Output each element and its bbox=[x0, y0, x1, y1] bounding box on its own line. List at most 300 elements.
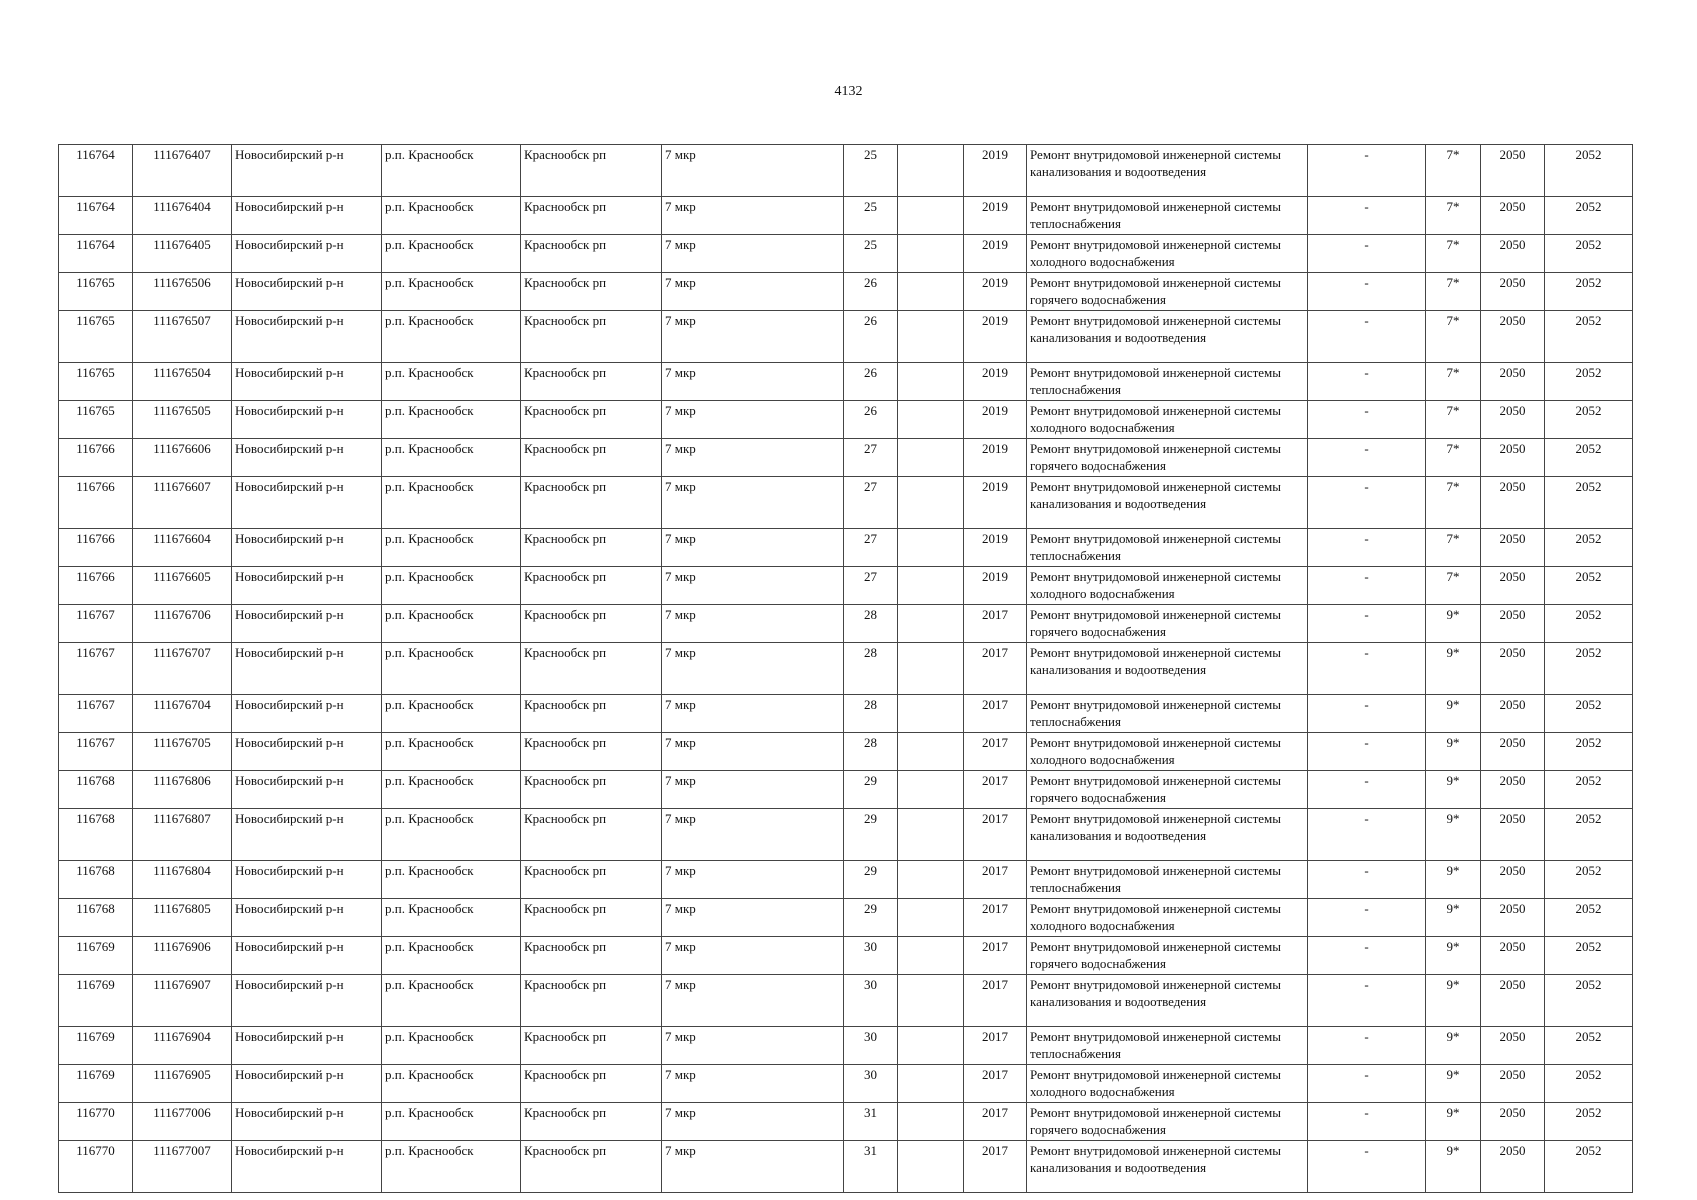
street-cell: 7 мкр bbox=[662, 145, 844, 197]
building-cell bbox=[898, 567, 964, 605]
house-number-cell: 26 bbox=[844, 273, 898, 311]
house-id-cell: 116768 bbox=[59, 899, 133, 937]
street-cell: 7 мкр bbox=[662, 695, 844, 733]
year-cell: 2017 bbox=[964, 695, 1027, 733]
plan-start-cell: 2050 bbox=[1481, 1065, 1545, 1103]
street-cell: 7 мкр bbox=[662, 1065, 844, 1103]
plan-start-cell: 2050 bbox=[1481, 1027, 1545, 1065]
house-id-cell: 116768 bbox=[59, 861, 133, 899]
settlement-cell: р.п. Краснообск bbox=[382, 235, 521, 273]
floors-cell: 7* bbox=[1426, 567, 1481, 605]
work-type-cell: Ремонт внутридомовой инженерной системы теплоснабжения bbox=[1027, 861, 1308, 899]
plan-start-cell: 2050 bbox=[1481, 809, 1545, 861]
dash-cell: - bbox=[1308, 1065, 1426, 1103]
district-cell: Новосибирский р-н bbox=[232, 439, 382, 477]
plan-end-cell: 2052 bbox=[1545, 643, 1633, 695]
dash-cell: - bbox=[1308, 439, 1426, 477]
plan-start-cell: 2050 bbox=[1481, 861, 1545, 899]
plan-start-cell: 2050 bbox=[1481, 1141, 1545, 1193]
table-row bbox=[59, 771, 1633, 809]
dash-cell: - bbox=[1308, 477, 1426, 529]
building-cell bbox=[898, 401, 964, 439]
dash-cell: - bbox=[1308, 273, 1426, 311]
work-type-cell: Ремонт внутридомовой инженерной системы канализования и водоотведения bbox=[1027, 1141, 1308, 1193]
district-cell: Новосибирский р-н bbox=[232, 401, 382, 439]
street-cell: 7 мкр bbox=[662, 771, 844, 809]
year-cell: 2017 bbox=[964, 605, 1027, 643]
floors-cell: 9* bbox=[1426, 861, 1481, 899]
year-cell: 2019 bbox=[964, 477, 1027, 529]
plan-end-cell: 2052 bbox=[1545, 861, 1633, 899]
house-number-cell: 28 bbox=[844, 605, 898, 643]
plan-start-cell: 2050 bbox=[1481, 363, 1545, 401]
district-cell: Новосибирский р-н bbox=[232, 695, 382, 733]
plan-end-cell: 2052 bbox=[1545, 975, 1633, 1027]
street-cell: 7 мкр bbox=[662, 439, 844, 477]
district-cell: Новосибирский р-н bbox=[232, 605, 382, 643]
street-cell: 7 мкр bbox=[662, 567, 844, 605]
dash-cell: - bbox=[1308, 197, 1426, 235]
house-number-cell: 29 bbox=[844, 861, 898, 899]
floors-cell: 9* bbox=[1426, 605, 1481, 643]
plan-start-cell: 2050 bbox=[1481, 439, 1545, 477]
year-cell: 2017 bbox=[964, 899, 1027, 937]
settlement-cell: р.п. Краснообск bbox=[382, 695, 521, 733]
work-type-cell: Ремонт внутридомовой инженерной системы канализования и водоотведения bbox=[1027, 809, 1308, 861]
house-number-cell: 25 bbox=[844, 145, 898, 197]
year-cell: 2019 bbox=[964, 235, 1027, 273]
dash-cell: - bbox=[1308, 529, 1426, 567]
plan-end-cell: 2052 bbox=[1545, 439, 1633, 477]
district-cell: Новосибирский р-н bbox=[232, 1065, 382, 1103]
locality-cell: Краснообск рп bbox=[521, 975, 662, 1027]
house-id-cell: 116769 bbox=[59, 1065, 133, 1103]
house-id-cell: 116767 bbox=[59, 643, 133, 695]
plan-end-cell: 2052 bbox=[1545, 1027, 1633, 1065]
district-cell: Новосибирский р-н bbox=[232, 733, 382, 771]
street-cell: 7 мкр bbox=[662, 809, 844, 861]
street-cell: 7 мкр bbox=[662, 733, 844, 771]
locality-cell: Краснообск рп bbox=[521, 197, 662, 235]
floors-cell: 7* bbox=[1426, 145, 1481, 197]
house-number-cell: 30 bbox=[844, 1027, 898, 1065]
locality-cell: Краснообск рп bbox=[521, 311, 662, 363]
district-cell: Новосибирский р-н bbox=[232, 145, 382, 197]
house-number-cell: 25 bbox=[844, 197, 898, 235]
street-cell: 7 мкр bbox=[662, 235, 844, 273]
locality-cell: Краснообск рп bbox=[521, 477, 662, 529]
building-cell bbox=[898, 899, 964, 937]
house-id-cell: 116767 bbox=[59, 733, 133, 771]
street-cell: 7 мкр bbox=[662, 477, 844, 529]
house-id-cell: 116764 bbox=[59, 235, 133, 273]
building-cell bbox=[898, 861, 964, 899]
locality-cell: Краснообск рп bbox=[521, 363, 662, 401]
house-number-cell: 31 bbox=[844, 1141, 898, 1193]
table-row bbox=[59, 401, 1633, 439]
building-cell bbox=[898, 529, 964, 567]
street-cell: 7 мкр bbox=[662, 1027, 844, 1065]
locality-cell: Краснообск рп bbox=[521, 1141, 662, 1193]
settlement-cell: р.п. Краснообск bbox=[382, 311, 521, 363]
building-cell bbox=[898, 695, 964, 733]
dash-cell: - bbox=[1308, 145, 1426, 197]
settlement-cell: р.п. Краснообск bbox=[382, 363, 521, 401]
plan-end-cell: 2052 bbox=[1545, 235, 1633, 273]
plan-start-cell: 2050 bbox=[1481, 235, 1545, 273]
street-cell: 7 мкр bbox=[662, 937, 844, 975]
house-id-cell: 116766 bbox=[59, 529, 133, 567]
work-type-cell: Ремонт внутридомовой инженерной системы канализования и водоотведения bbox=[1027, 975, 1308, 1027]
settlement-cell: р.п. Краснообск bbox=[382, 605, 521, 643]
house-number-cell: 27 bbox=[844, 439, 898, 477]
table-row bbox=[59, 235, 1633, 273]
dash-cell: - bbox=[1308, 311, 1426, 363]
table-row bbox=[59, 733, 1633, 771]
house-id-cell: 116766 bbox=[59, 439, 133, 477]
year-cell: 2017 bbox=[964, 1065, 1027, 1103]
work-id-cell: 111676605 bbox=[133, 567, 232, 605]
dash-cell: - bbox=[1308, 1141, 1426, 1193]
work-type-cell: Ремонт внутридомовой инженерной системы горячего водоснабжения bbox=[1027, 605, 1308, 643]
locality-cell: Краснообск рп bbox=[521, 861, 662, 899]
floors-cell: 7* bbox=[1426, 273, 1481, 311]
house-id-cell: 116768 bbox=[59, 809, 133, 861]
building-cell bbox=[898, 771, 964, 809]
floors-cell: 7* bbox=[1426, 311, 1481, 363]
year-cell: 2019 bbox=[964, 401, 1027, 439]
settlement-cell: р.п. Краснообск bbox=[382, 975, 521, 1027]
street-cell: 7 мкр bbox=[662, 197, 844, 235]
work-id-cell: 111676606 bbox=[133, 439, 232, 477]
building-cell bbox=[898, 809, 964, 861]
settlement-cell: р.п. Краснообск bbox=[382, 439, 521, 477]
plan-end-cell: 2052 bbox=[1545, 733, 1633, 771]
plan-end-cell: 2052 bbox=[1545, 1065, 1633, 1103]
house-id-cell: 116765 bbox=[59, 363, 133, 401]
street-cell: 7 мкр bbox=[662, 899, 844, 937]
floors-cell: 9* bbox=[1426, 1141, 1481, 1193]
year-cell: 2017 bbox=[964, 1027, 1027, 1065]
plan-end-cell: 2052 bbox=[1545, 311, 1633, 363]
settlement-cell: р.п. Краснообск bbox=[382, 273, 521, 311]
work-type-cell: Ремонт внутридомовой инженерной системы канализования и водоотведения bbox=[1027, 145, 1308, 197]
table-row bbox=[59, 145, 1633, 197]
work-id-cell: 111677006 bbox=[133, 1103, 232, 1141]
street-cell: 7 мкр bbox=[662, 643, 844, 695]
dash-cell: - bbox=[1308, 1027, 1426, 1065]
dash-cell: - bbox=[1308, 899, 1426, 937]
work-type-cell: Ремонт внутридомовой инженерной системы холодного водоснабжения bbox=[1027, 1065, 1308, 1103]
locality-cell: Краснообск рп bbox=[521, 733, 662, 771]
locality-cell: Краснообск рп bbox=[521, 899, 662, 937]
district-cell: Новосибирский р-н bbox=[232, 1103, 382, 1141]
plan-start-cell: 2050 bbox=[1481, 975, 1545, 1027]
building-cell bbox=[898, 937, 964, 975]
plan-end-cell: 2052 bbox=[1545, 1103, 1633, 1141]
plan-start-cell: 2050 bbox=[1481, 937, 1545, 975]
house-number-cell: 30 bbox=[844, 975, 898, 1027]
dash-cell: - bbox=[1308, 695, 1426, 733]
district-cell: Новосибирский р-н bbox=[232, 1141, 382, 1193]
dash-cell: - bbox=[1308, 975, 1426, 1027]
plan-end-cell: 2052 bbox=[1545, 695, 1633, 733]
house-number-cell: 28 bbox=[844, 733, 898, 771]
table-row bbox=[59, 197, 1633, 235]
district-cell: Новосибирский р-н bbox=[232, 235, 382, 273]
house-id-cell: 116767 bbox=[59, 605, 133, 643]
floors-cell: 7* bbox=[1426, 477, 1481, 529]
building-cell bbox=[898, 1141, 964, 1193]
building-cell bbox=[898, 311, 964, 363]
work-id-cell: 111676607 bbox=[133, 477, 232, 529]
locality-cell: Краснообск рп bbox=[521, 695, 662, 733]
locality-cell: Краснообск рп bbox=[521, 235, 662, 273]
house-id-cell: 116765 bbox=[59, 311, 133, 363]
work-id-cell: 111676904 bbox=[133, 1027, 232, 1065]
dash-cell: - bbox=[1308, 401, 1426, 439]
floors-cell: 9* bbox=[1426, 937, 1481, 975]
year-cell: 2017 bbox=[964, 1103, 1027, 1141]
settlement-cell: р.п. Краснообск bbox=[382, 529, 521, 567]
house-id-cell: 116769 bbox=[59, 975, 133, 1027]
locality-cell: Краснообск рп bbox=[521, 809, 662, 861]
work-id-cell: 111676704 bbox=[133, 695, 232, 733]
floors-cell: 9* bbox=[1426, 733, 1481, 771]
plan-end-cell: 2052 bbox=[1545, 529, 1633, 567]
work-id-cell: 111676706 bbox=[133, 605, 232, 643]
street-cell: 7 мкр bbox=[662, 529, 844, 567]
work-id-cell: 111676905 bbox=[133, 1065, 232, 1103]
house-number-cell: 27 bbox=[844, 529, 898, 567]
work-type-cell: Ремонт внутридомовой инженерной системы канализования и водоотведения bbox=[1027, 643, 1308, 695]
work-id-cell: 111676506 bbox=[133, 273, 232, 311]
floors-cell: 7* bbox=[1426, 439, 1481, 477]
plan-end-cell: 2052 bbox=[1545, 809, 1633, 861]
settlement-cell: р.п. Краснообск bbox=[382, 643, 521, 695]
plan-end-cell: 2052 bbox=[1545, 1141, 1633, 1193]
house-number-cell: 26 bbox=[844, 401, 898, 439]
district-cell: Новосибирский р-н bbox=[232, 899, 382, 937]
building-cell bbox=[898, 235, 964, 273]
dash-cell: - bbox=[1308, 567, 1426, 605]
building-cell bbox=[898, 273, 964, 311]
plan-start-cell: 2050 bbox=[1481, 477, 1545, 529]
plan-end-cell: 2052 bbox=[1545, 363, 1633, 401]
work-type-cell: Ремонт внутридомовой инженерной системы горячего водоснабжения bbox=[1027, 273, 1308, 311]
work-id-cell: 111677007 bbox=[133, 1141, 232, 1193]
table-row bbox=[59, 363, 1633, 401]
plan-end-cell: 2052 bbox=[1545, 771, 1633, 809]
work-type-cell: Ремонт внутридомовой инженерной системы теплоснабжения bbox=[1027, 197, 1308, 235]
table-row bbox=[59, 477, 1633, 529]
dash-cell: - bbox=[1308, 1103, 1426, 1141]
work-id-cell: 111676707 bbox=[133, 643, 232, 695]
house-id-cell: 116766 bbox=[59, 477, 133, 529]
floors-cell: 7* bbox=[1426, 197, 1481, 235]
locality-cell: Краснообск рп bbox=[521, 1027, 662, 1065]
plan-start-cell: 2050 bbox=[1481, 605, 1545, 643]
locality-cell: Краснообск рп bbox=[521, 273, 662, 311]
house-id-cell: 116769 bbox=[59, 937, 133, 975]
settlement-cell: р.п. Краснообск bbox=[382, 197, 521, 235]
plan-end-cell: 2052 bbox=[1545, 401, 1633, 439]
settlement-cell: р.п. Краснообск bbox=[382, 861, 521, 899]
work-id-cell: 111676405 bbox=[133, 235, 232, 273]
house-id-cell: 116768 bbox=[59, 771, 133, 809]
year-cell: 2017 bbox=[964, 643, 1027, 695]
work-type-cell: Ремонт внутридомовой инженерной системы теплоснабжения bbox=[1027, 1027, 1308, 1065]
house-number-cell: 29 bbox=[844, 899, 898, 937]
table-row bbox=[59, 273, 1633, 311]
table-row bbox=[59, 975, 1633, 1027]
district-cell: Новосибирский р-н bbox=[232, 477, 382, 529]
house-id-cell: 116767 bbox=[59, 695, 133, 733]
district-cell: Новосибирский р-н bbox=[232, 197, 382, 235]
building-cell bbox=[898, 975, 964, 1027]
plan-start-cell: 2050 bbox=[1481, 311, 1545, 363]
building-cell bbox=[898, 605, 964, 643]
street-cell: 7 мкр bbox=[662, 311, 844, 363]
plan-start-cell: 2050 bbox=[1481, 273, 1545, 311]
work-id-cell: 111676505 bbox=[133, 401, 232, 439]
table-row bbox=[59, 529, 1633, 567]
work-type-cell: Ремонт внутридомовой инженерной системы горячего водоснабжения bbox=[1027, 439, 1308, 477]
locality-cell: Краснообск рп bbox=[521, 937, 662, 975]
street-cell: 7 мкр bbox=[662, 363, 844, 401]
year-cell: 2017 bbox=[964, 771, 1027, 809]
work-type-cell: Ремонт внутридомовой инженерной системы холодного водоснабжения bbox=[1027, 567, 1308, 605]
work-type-cell: Ремонт внутридомовой инженерной системы теплоснабжения bbox=[1027, 695, 1308, 733]
work-type-cell: Ремонт внутридомовой инженерной системы канализования и водоотведения bbox=[1027, 477, 1308, 529]
house-id-cell: 116766 bbox=[59, 567, 133, 605]
district-cell: Новосибирский р-н bbox=[232, 809, 382, 861]
work-type-cell: Ремонт внутридомовой инженерной системы холодного водоснабжения bbox=[1027, 401, 1308, 439]
settlement-cell: р.п. Краснообск bbox=[382, 1103, 521, 1141]
building-cell bbox=[898, 733, 964, 771]
year-cell: 2019 bbox=[964, 439, 1027, 477]
street-cell: 7 мкр bbox=[662, 401, 844, 439]
work-id-cell: 111676807 bbox=[133, 809, 232, 861]
work-id-cell: 111676805 bbox=[133, 899, 232, 937]
floors-cell: 9* bbox=[1426, 1065, 1481, 1103]
dash-cell: - bbox=[1308, 861, 1426, 899]
settlement-cell: р.п. Краснообск bbox=[382, 401, 521, 439]
year-cell: 2017 bbox=[964, 1141, 1027, 1193]
year-cell: 2019 bbox=[964, 529, 1027, 567]
floors-cell: 7* bbox=[1426, 529, 1481, 567]
district-cell: Новосибирский р-н bbox=[232, 273, 382, 311]
plan-start-cell: 2050 bbox=[1481, 401, 1545, 439]
table-row bbox=[59, 1065, 1633, 1103]
floors-cell: 7* bbox=[1426, 401, 1481, 439]
plan-start-cell: 2050 bbox=[1481, 567, 1545, 605]
plan-end-cell: 2052 bbox=[1545, 197, 1633, 235]
district-cell: Новосибирский р-н bbox=[232, 529, 382, 567]
house-id-cell: 116769 bbox=[59, 1027, 133, 1065]
dash-cell: - bbox=[1308, 643, 1426, 695]
settlement-cell: р.п. Краснообск bbox=[382, 1027, 521, 1065]
house-number-cell: 29 bbox=[844, 809, 898, 861]
year-cell: 2019 bbox=[964, 145, 1027, 197]
floors-cell: 9* bbox=[1426, 1027, 1481, 1065]
building-cell bbox=[898, 477, 964, 529]
plan-end-cell: 2052 bbox=[1545, 477, 1633, 529]
house-number-cell: 29 bbox=[844, 771, 898, 809]
locality-cell: Краснообск рп bbox=[521, 529, 662, 567]
district-cell: Новосибирский р-н bbox=[232, 937, 382, 975]
street-cell: 7 мкр bbox=[662, 861, 844, 899]
building-cell bbox=[898, 1103, 964, 1141]
settlement-cell: р.п. Краснообск bbox=[382, 477, 521, 529]
house-id-cell: 116770 bbox=[59, 1141, 133, 1193]
work-type-cell: Ремонт внутридомовой инженерной системы канализования и водоотведения bbox=[1027, 311, 1308, 363]
settlement-cell: р.п. Краснообск bbox=[382, 145, 521, 197]
settlement-cell: р.п. Краснообск bbox=[382, 567, 521, 605]
work-type-cell: Ремонт внутридомовой инженерной системы холодного водоснабжения bbox=[1027, 733, 1308, 771]
work-type-cell: Ремонт внутридомовой инженерной системы горячего водоснабжения bbox=[1027, 771, 1308, 809]
year-cell: 2019 bbox=[964, 567, 1027, 605]
plan-end-cell: 2052 bbox=[1545, 567, 1633, 605]
floors-cell: 9* bbox=[1426, 643, 1481, 695]
dash-cell: - bbox=[1308, 771, 1426, 809]
district-cell: Новосибирский р-н bbox=[232, 975, 382, 1027]
house-number-cell: 27 bbox=[844, 477, 898, 529]
house-id-cell: 116764 bbox=[59, 145, 133, 197]
work-id-cell: 111676806 bbox=[133, 771, 232, 809]
street-cell: 7 мкр bbox=[662, 1141, 844, 1193]
table-row bbox=[59, 809, 1633, 861]
locality-cell: Краснообск рп bbox=[521, 643, 662, 695]
district-cell: Новосибирский р-н bbox=[232, 643, 382, 695]
district-cell: Новосибирский р-н bbox=[232, 771, 382, 809]
plan-end-cell: 2052 bbox=[1545, 273, 1633, 311]
building-cell bbox=[898, 1027, 964, 1065]
house-id-cell: 116765 bbox=[59, 401, 133, 439]
table-row bbox=[59, 567, 1633, 605]
plan-start-cell: 2050 bbox=[1481, 899, 1545, 937]
plan-end-cell: 2052 bbox=[1545, 145, 1633, 197]
dash-cell: - bbox=[1308, 937, 1426, 975]
settlement-cell: р.п. Краснообск bbox=[382, 1141, 521, 1193]
work-id-cell: 111676507 bbox=[133, 311, 232, 363]
dash-cell: - bbox=[1308, 809, 1426, 861]
house-number-cell: 28 bbox=[844, 695, 898, 733]
floors-cell: 7* bbox=[1426, 235, 1481, 273]
table-row bbox=[59, 605, 1633, 643]
settlement-cell: р.п. Краснообск bbox=[382, 899, 521, 937]
house-number-cell: 26 bbox=[844, 363, 898, 401]
floors-cell: 9* bbox=[1426, 899, 1481, 937]
settlement-cell: р.п. Краснообск bbox=[382, 771, 521, 809]
floors-cell: 9* bbox=[1426, 975, 1481, 1027]
table-row bbox=[59, 439, 1633, 477]
building-cell bbox=[898, 1065, 964, 1103]
floors-cell: 9* bbox=[1426, 809, 1481, 861]
plan-start-cell: 2050 bbox=[1481, 695, 1545, 733]
floors-cell: 7* bbox=[1426, 363, 1481, 401]
building-cell bbox=[898, 439, 964, 477]
year-cell: 2019 bbox=[964, 273, 1027, 311]
work-type-cell: Ремонт внутридомовой инженерной системы холодного водоснабжения bbox=[1027, 235, 1308, 273]
settlement-cell: р.п. Краснообск bbox=[382, 1065, 521, 1103]
plan-end-cell: 2052 bbox=[1545, 937, 1633, 975]
locality-cell: Краснообск рп bbox=[521, 145, 662, 197]
registry-table bbox=[58, 144, 1633, 1193]
locality-cell: Краснообск рп bbox=[521, 1065, 662, 1103]
house-number-cell: 26 bbox=[844, 311, 898, 363]
year-cell: 2017 bbox=[964, 937, 1027, 975]
